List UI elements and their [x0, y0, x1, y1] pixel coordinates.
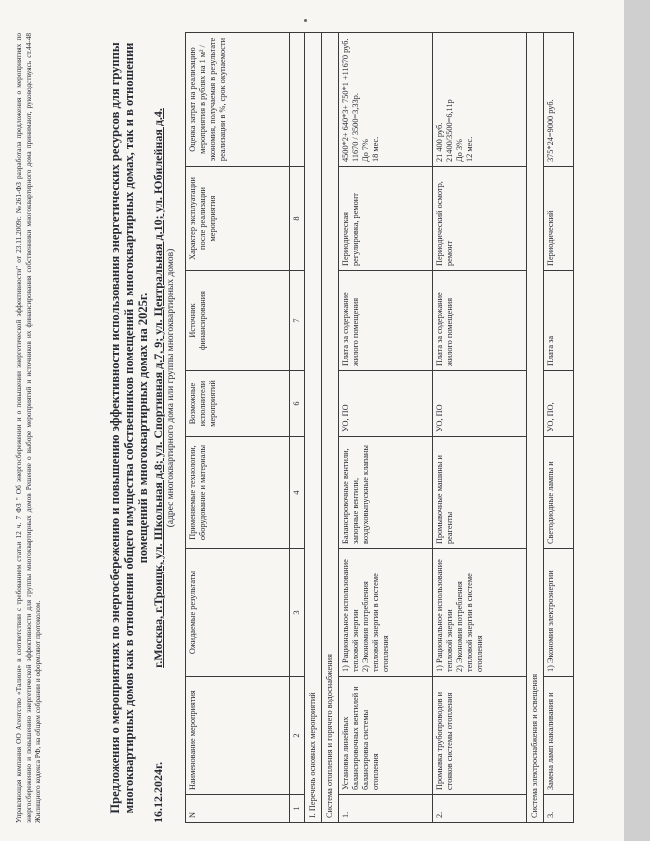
exploitation: Периодическая регулировка, ремонт [339, 167, 433, 271]
section-row [527, 33, 544, 823]
header-cell: N [186, 795, 290, 823]
address-caption: (адрес многоквартирного дома или группы многоквартирных домов) [166, 248, 176, 528]
header-cell: Источник финансирования [186, 271, 290, 371]
column-number: 4 [290, 437, 305, 549]
table-header-row [186, 33, 290, 823]
executors: УО, ПО [339, 371, 433, 437]
column-number: 8 [290, 167, 305, 271]
column-number: 3 [290, 549, 305, 677]
expected-results: 1) Рациональное использование тепловой энергии 2) Экономия потребления тепловой энергии в системе отопления [339, 549, 433, 677]
cost-estimate: 21 400 руб. 21400/3500=6,11р До 3% 12 мес. [433, 33, 527, 167]
column-number: 2 [290, 677, 305, 795]
header-cell: Характер эксплуатации после реализации мероприятия [186, 167, 290, 271]
section-title-power: Система электроснабжения и освещения [527, 33, 544, 823]
header-cell: Наименование мероприятия [186, 677, 290, 795]
column-number-row [290, 33, 305, 823]
cost-estimate: 375*24=9000 руб. [544, 33, 574, 167]
section-row [305, 33, 322, 823]
table-row [339, 33, 433, 823]
header-cell: Возможные исполнители мероприятий [186, 371, 290, 437]
exploitation: Периодический осмотр, ремонт [433, 167, 527, 271]
executors: УО, ПО [433, 371, 527, 437]
table-row [544, 33, 574, 823]
document-address: г.Москва, г.Троицк, ул. Школьная д.8; ул. Спортивная д.7, 9; ул. Центральная д.10; ул. Юбилейная д.4. [151, 108, 165, 668]
financing-source: Плата за содержание жилого помещения [339, 271, 433, 371]
measure-name: Замена ламп накаливания и [544, 677, 574, 795]
measure-name: Установка линейных балансировочных вентилей и балансировка системы отопления [339, 677, 433, 795]
document-title: Предложения о мероприятиях по энергосбережению и повышению эффективности использования энергетических ресурсов для группы многоквартирных домов как в отношении общего имущества собственников помещений в многоквартирных домах, так и в отношении помещений в многоквартирных домах на 2025г. [108, 42, 150, 814]
section-title-heating: Система отопления и горячего водоснабжения [322, 33, 339, 823]
cost-estimate: 4500*2+ 640*3+ 750*1 +11670 руб. 11670 / 3500=3,33р. До 7% 18 мес. [339, 33, 433, 167]
expected-results: 1) Экономия электроэнергии [544, 549, 574, 677]
measure-name: Промывка трубопроводов и стояков системы отопления [433, 677, 527, 795]
expected-results: 1) Рациональное использование тепловой энергии 2) Экономия потребления тепловой энергии в системе отопления [433, 549, 527, 677]
column-number: 6 [290, 371, 305, 437]
exploitation: Периодический [544, 167, 574, 271]
document-date: 16.12.2024г. [151, 761, 165, 823]
column-number: 7 [290, 271, 305, 371]
financing-source: Плата за [544, 271, 574, 371]
financing-source: Плата за содержание жилого помещения [433, 271, 527, 371]
header-cell: Оценка затрат на реализацию мероприятия в рублях на 1 м² / экономия, получаемая в результате реализации в %, срок окупаемости [186, 33, 290, 167]
scan-speck [304, 19, 307, 22]
header-cell: Ожидаемые результаты [186, 549, 290, 677]
row-number: 3. [544, 795, 574, 823]
section-title-main: I. Перечень основных мероприятий [305, 33, 322, 823]
technologies: Светодиодные лампы и [544, 437, 574, 549]
column-number [290, 33, 305, 167]
column-number: 1 [290, 795, 305, 823]
executors: УО, ПО, [544, 371, 574, 437]
rotated-document [8, 23, 628, 823]
section-row [322, 33, 339, 823]
row-number: 2. [433, 795, 527, 823]
technologies: Балансировочные вентили, запорные вентили, воздуховыпускные клапаны [339, 437, 433, 549]
technologies: Промывочные машины и реагенты [433, 437, 527, 549]
row-number: 1. [339, 795, 433, 823]
table-row [433, 33, 527, 823]
header-cell: Применяемые технологии, оборудование и материалы [186, 437, 290, 549]
intro-paragraph: Управляющая компания ОО Агентство «Талион» в соответствии с требованием статьи 12 ч. 7 ФЗ " Об энергосбережении и о повышении энергетической эффективности" от 23.11.2009г. №261-ФЗ разработала предложения о мероприятиях по энергосбережению и повышению энергетической эффективности для группы многоквартирных домов Решение о выборе мероприятий и источников их финансирования собственники многоквартирного дома принимают, руководствуясь ст.44-48 Жилищного кодекса РФ, на общем собрании и оформляют протоколом. [14, 33, 43, 823]
measures-table [185, 32, 574, 823]
